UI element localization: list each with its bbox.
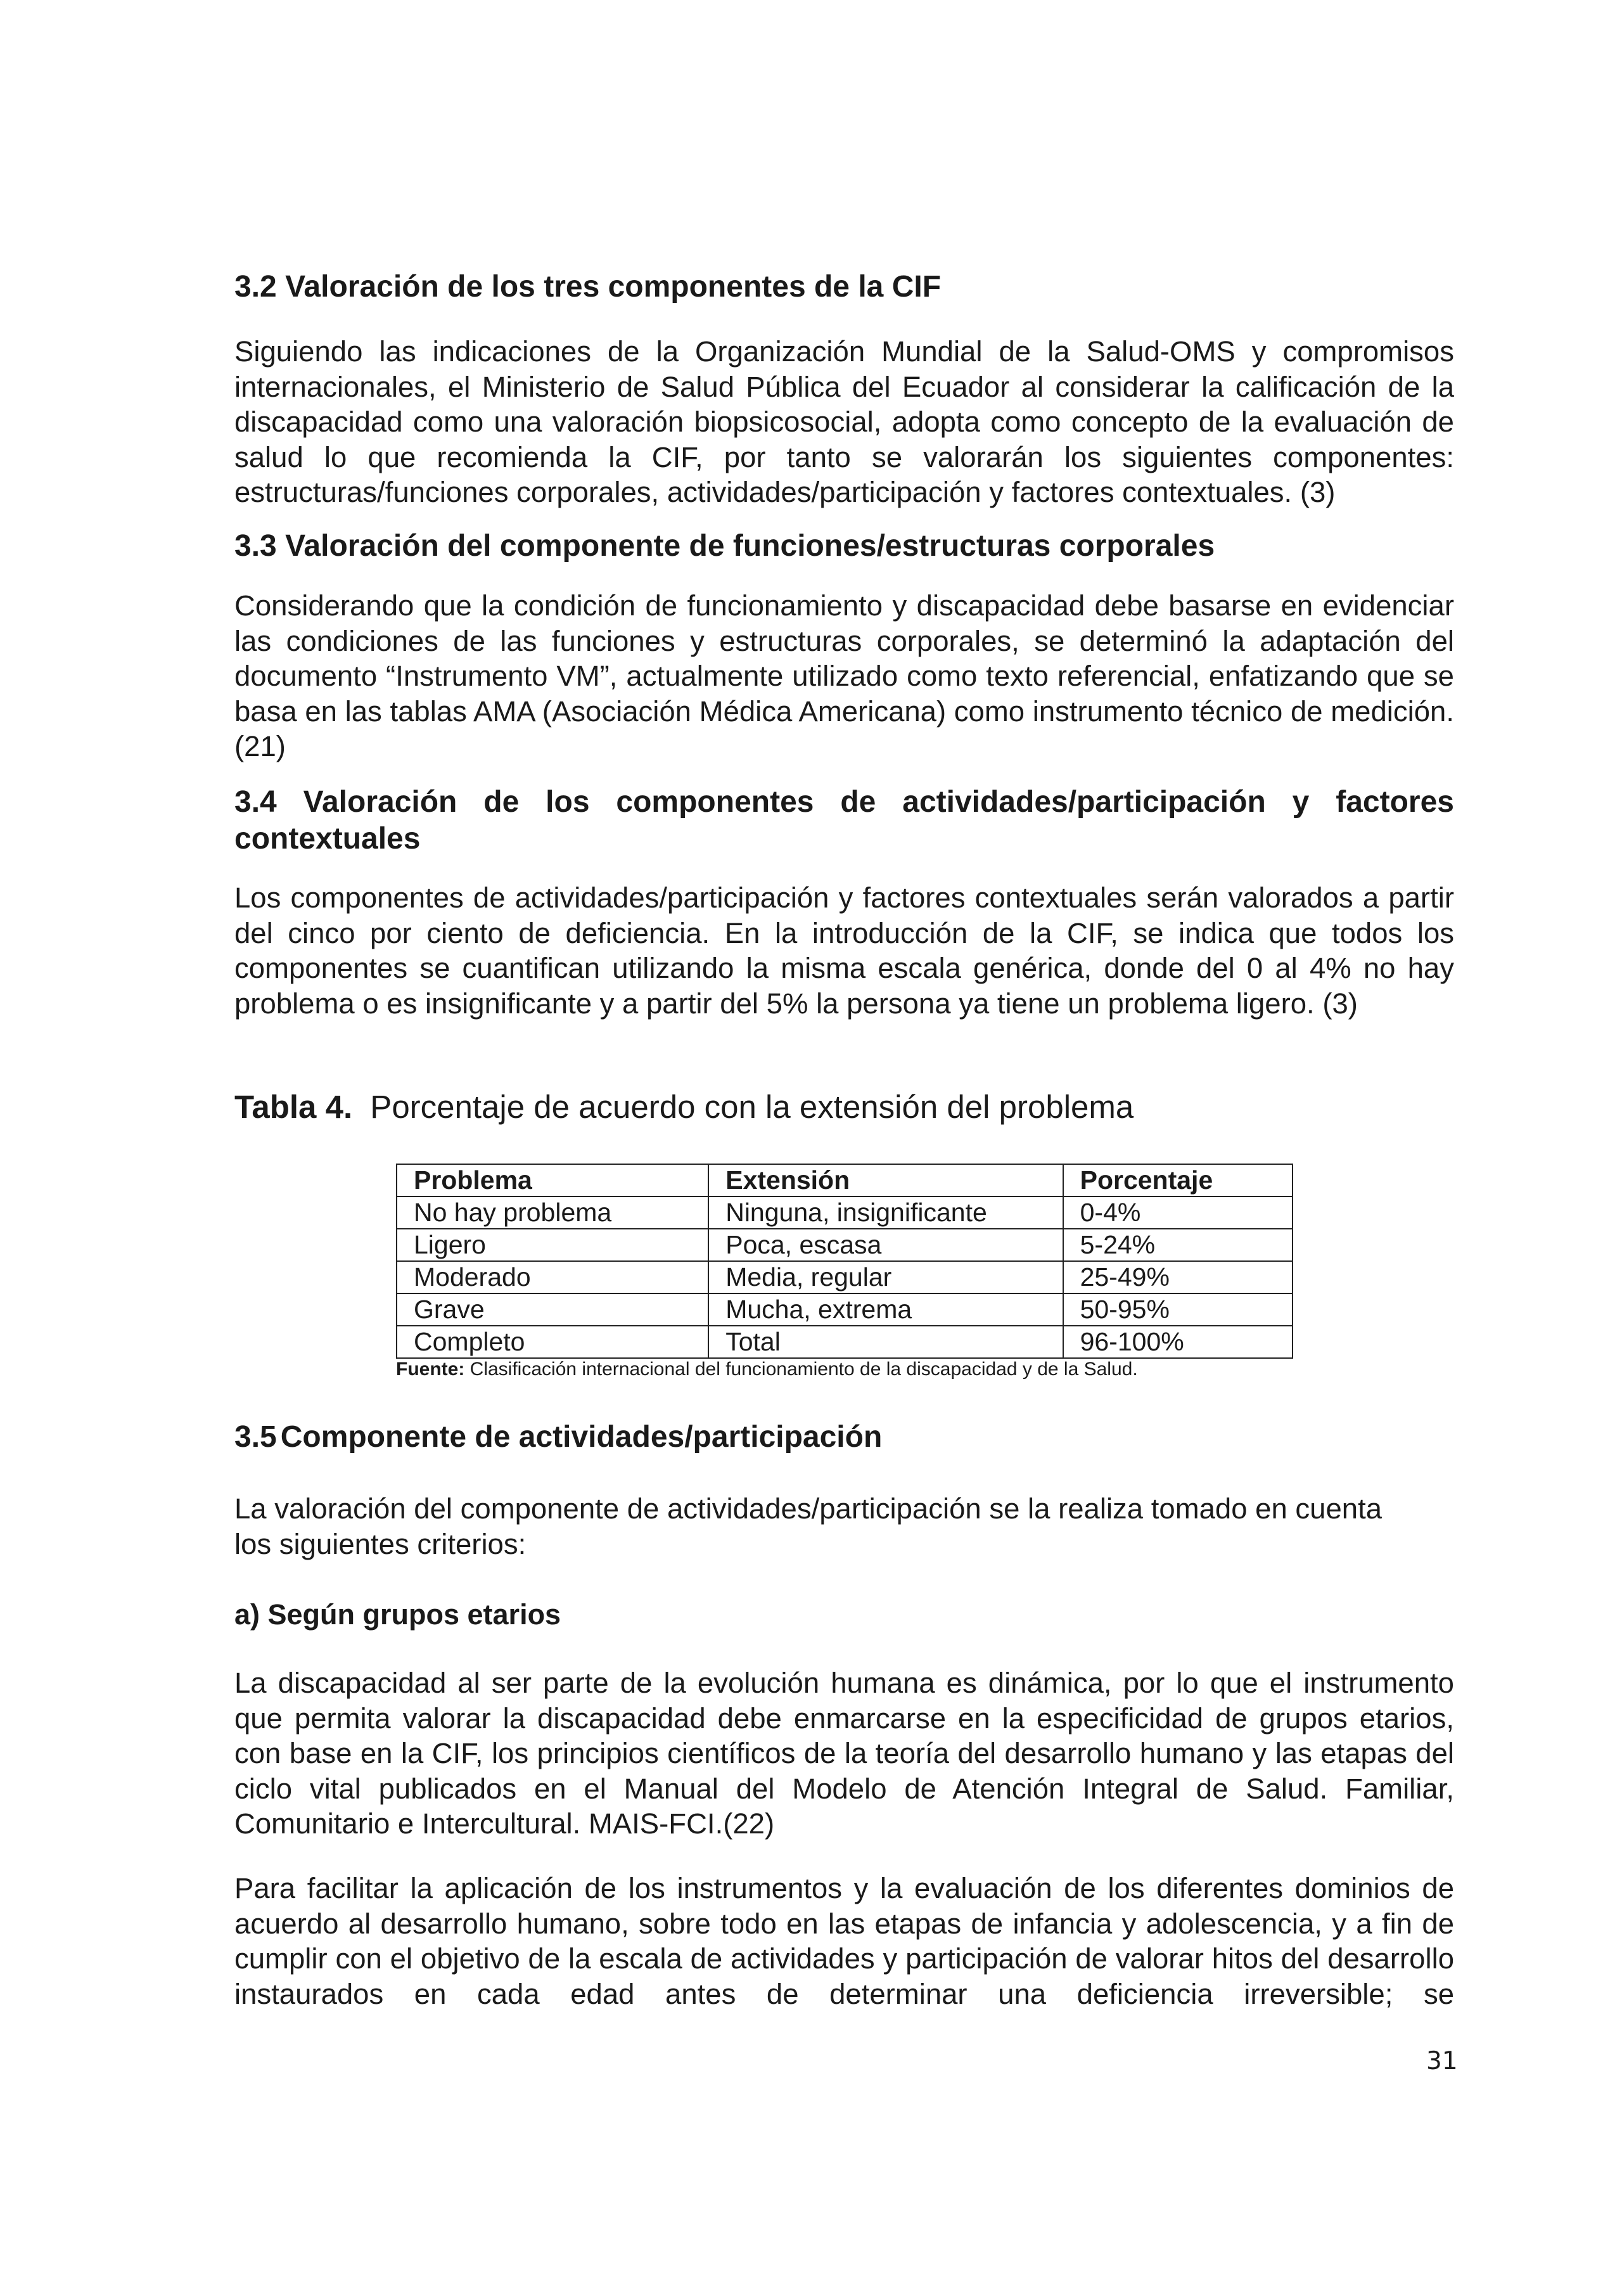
section-3-5-paragraph: La valoración del componente de actividades/participación se la realiza tomado en cuenta los siguientes criterios:	[234, 1492, 1383, 1560]
section-3-2-paragraph: Siguiendo las indicaciones de la Organización Mundial de la Salud-OMS y compromisos internacionales, el Ministerio de Salud Pública del Ecuador al considerar la calificación de la discapacidad como una valoración biopsicosocial, adopta como concepto de la evaluación de salud lo que recomienda la CIF, por tanto se valorarán los siguientes componentes: estructuras/funciones corporales, actividades/participación y factores contextuales. (3)	[234, 335, 1454, 508]
subsection-a-paragraph-2: Para facilitar la aplicación de los instrumentos y la evaluación de los diferentes dominios de acuerdo al desarrollo humano, sobre todo en las etapas de infancia y adolescencia, y a fin de cumplir con el objetivo de la escala de actividades y participación de valorar hitos del desarrollo instaurados en cada edad antes de determinar una deficiencia irreversible; se	[234, 1872, 1454, 2010]
table-header-cell: Extensión	[708, 1164, 1063, 1196]
table-caption	[234, 1087, 1454, 1127]
table-cell: 5-24%	[1063, 1229, 1293, 1261]
subsection-a-paragraph: La discapacidad al ser parte de la evolución humana es dinámica, por lo que el instrumento que permita valorar la discapacidad debe enmarcarse en la especificidad de grupos etarios, con base en la CIF, los principios científicos de la teoría del desarrollo humano y las etapas del ciclo vital publicados en el Manual del Modelo de Atención Integral de Salud. Familiar, Comunitario e Intercultural. MAIS-FCI.(22)	[234, 1667, 1454, 1840]
section-3-3-heading: 3.3 Valoración del componente de funciones/estructuras corporales	[234, 529, 1215, 563]
subsection-a-heading: a) Según grupos etarios	[234, 1598, 561, 1631]
section-3-3-paragraph: Considerando que la condición de funcionamiento y discapacidad debe basarse en evidenciar las condiciones de las funciones y estructuras corporales, se determinó la adaptación del documento “Instrumento VM”, actualmente utilizado como texto referencial, enfatizando que se basa en las tablas AMA (Asociación Médica Americana) como instrumento técnico de medición. (21)	[234, 589, 1454, 762]
section-3-5-number: 3.5	[234, 1420, 277, 1454]
table-cell: Completo	[397, 1326, 708, 1358]
section-3-4-paragraph: Los componentes de actividades/participación y factores contextuales serán valorados a partir del cinco por ciento de deficiencia. En la introducción de la CIF, se indica que todos los componentes se cuantifican utilizando la misma escala genérica, donde del 0 al 4% no hay problema o es insignificante y a partir del 5% la persona ya tiene un problema ligero. (3)	[234, 882, 1454, 1020]
table-caption-text: Porcentaje de acuerdo con la extensión del problema	[370, 1089, 1134, 1125]
section-3-2-heading: 3.2 Valoración de los tres componentes de la CIF	[234, 270, 942, 304]
section-3-2-body	[234, 334, 1454, 510]
table-header-cell: Porcentaje	[1063, 1164, 1293, 1196]
table-header-row	[397, 1164, 1293, 1196]
section-3-5	[234, 1418, 1454, 1456]
table-cell: 50-95%	[1063, 1293, 1293, 1326]
table-cell: Mucha, extrema	[708, 1293, 1063, 1326]
table-row	[397, 1293, 1293, 1326]
table-source-note	[396, 1358, 1138, 1381]
table-caption-label: Tabla 4.	[234, 1089, 353, 1125]
subsection-a-body-2	[234, 1871, 1454, 2011]
table-cell: Moderado	[397, 1261, 708, 1293]
section-3-3-body	[234, 588, 1454, 764]
table-cell: No hay problema	[397, 1196, 708, 1229]
table-header-cell: Problema	[397, 1164, 708, 1196]
section-3-2	[234, 268, 1454, 306]
section-3-3	[234, 527, 1454, 565]
table-cell: Ligero	[397, 1229, 708, 1261]
table-cell: 25-49%	[1063, 1261, 1293, 1293]
page-number: 31	[1426, 2047, 1458, 2075]
table-row	[397, 1196, 1293, 1229]
table-cell: Poca, escasa	[708, 1229, 1063, 1261]
section-3-4-heading: 3.4 Valoración de los componentes de actividades/participación y factores contextuales	[234, 785, 1454, 856]
table-source-label: Fuente:	[396, 1359, 465, 1380]
table-cell: 96-100%	[1063, 1326, 1293, 1358]
table-row	[397, 1326, 1293, 1358]
section-3-4	[234, 784, 1454, 857]
section-3-5-heading	[234, 1418, 1454, 1456]
extension-table	[396, 1164, 1293, 1359]
section-3-5-title: Componente de actividades/participación	[280, 1420, 883, 1454]
subsection-a	[234, 1597, 1454, 1632]
section-3-4-body	[234, 880, 1454, 1021]
table-row	[397, 1229, 1293, 1261]
table-source-text: Clasificación internacional del funcionamiento de la discapacidad y de la Salud.	[469, 1359, 1138, 1380]
table-cell: 0-4%	[1063, 1196, 1293, 1229]
subsection-a-body	[234, 1665, 1454, 1842]
table-cell: Grave	[397, 1293, 708, 1326]
table-cell: Total	[708, 1326, 1063, 1358]
table-row	[397, 1261, 1293, 1293]
table-cell: Media, regular	[708, 1261, 1063, 1293]
section-3-5-intro	[234, 1491, 1426, 1562]
table-cell: Ninguna, insignificante	[708, 1196, 1063, 1229]
